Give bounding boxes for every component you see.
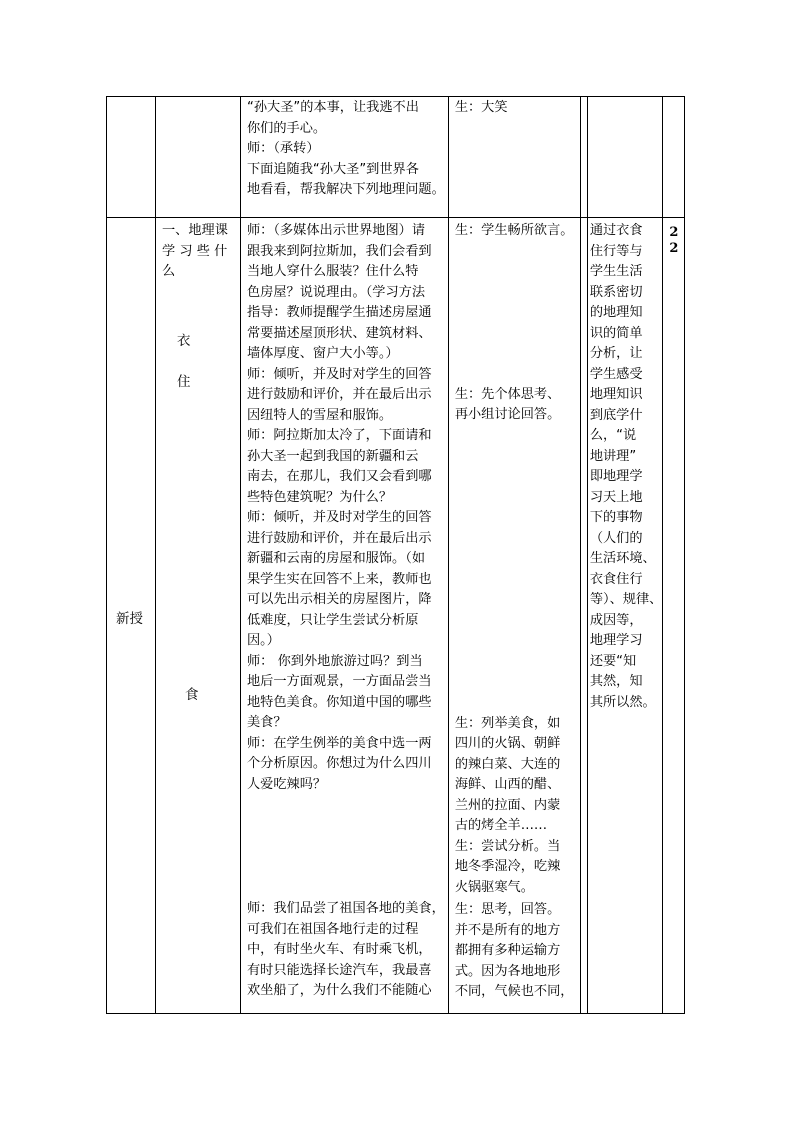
text-line: 生：学生畅所欲言。 [454, 223, 574, 238]
text-line: 美食？ [247, 715, 287, 730]
text-line: 生活环境、 [589, 551, 656, 566]
text-line: 新疆和云南的房屋和服饰。（如 [247, 551, 426, 566]
text-line: 四川的火锅、朝鲜 [454, 736, 561, 751]
text-line: 地冬季湿冷，吃辣 [454, 859, 561, 874]
student-activity-cell [448, 218, 580, 1014]
text-line: 进行鼓励和评价，并在最后出示 [247, 530, 432, 546]
topic-food: 食 [185, 687, 199, 703]
text-line: 生：尝试分析。当 [454, 838, 561, 854]
teacher-activity-cell [241, 97, 449, 218]
text-line: 进行鼓励和评价，并在最后出示 [247, 387, 432, 402]
text-line: 的辣白菜、大连的 [454, 756, 561, 772]
time-cell [663, 97, 685, 218]
text-line: 果学生实在回答不上来，教师也 [247, 571, 432, 587]
text-line: 地后一方面观景，一方面品尝当 [247, 674, 432, 689]
text-line: 识的简单 [589, 325, 643, 341]
text-line: 火锅驱寒气。 [454, 879, 534, 895]
student-activity-cell [448, 97, 580, 218]
text-line: 孙大圣一起到我国的新疆和云 [247, 448, 419, 464]
text-line: 到底学什 [589, 407, 643, 423]
text-line: 成因等， [589, 612, 643, 628]
design-intent-cell [587, 97, 663, 218]
text-line: 指导：教师提醒学生描述房屋通 [247, 305, 432, 320]
text-line: 再小组讨论回答。 [454, 407, 561, 422]
text-line: 通过衣食 [589, 223, 643, 238]
text-line: 式。因为各地地形 [454, 963, 561, 979]
text-line: 衣食住行 [589, 571, 643, 587]
topic-heading-line: 学 习 些 什 [162, 243, 228, 259]
text-line: 中，有时坐火车、有时乘飞机， [247, 942, 432, 957]
design-intent-cell [587, 218, 663, 1014]
text-line: 师：倾听，并及时对学生的回答 [247, 510, 432, 525]
text-line: 欢坐船了，为什么我们不能随心 [247, 983, 432, 998]
topic-heading-line: 一、地理课 [162, 223, 228, 238]
text-line: 下面追随我“孙大圣”到世界各 [247, 161, 419, 177]
text-line: 可我们在祖国各地行走的过程 [247, 921, 419, 937]
text-line: 常要描述屋顶形状、建筑材料、 [247, 325, 432, 341]
text-line: 生：列举美食，如 [454, 715, 561, 731]
text-line: 跟我来到阿拉斯加，我们会看到 [247, 243, 432, 259]
topic-heading-line: 么 [162, 264, 176, 279]
text-line: 师：（多媒体出示世界地图）请 [247, 223, 426, 238]
topic-cell [156, 218, 241, 1014]
text-line: 其然，知 [589, 674, 643, 689]
text-line: 学生感受 [589, 366, 643, 382]
text-line: 墙体厚度、窗户大小等。） [247, 346, 399, 361]
text-line: 兰州的拉面、内蒙 [454, 797, 561, 813]
text-line: 其所以然。 [589, 694, 656, 710]
text-line: 地理学习 [589, 633, 643, 648]
spacer-cell [580, 218, 587, 1014]
topic-clothing: 衣 [177, 333, 191, 349]
stage-label: 新授 [116, 611, 143, 627]
text-line: 些特色建筑呢？为什么？ [247, 489, 393, 505]
text-line: 学生生活 [589, 264, 643, 279]
time-cell [663, 218, 685, 1014]
text-line: 有时只能选择长途汽车，我最喜 [247, 962, 432, 978]
text-line: 住行等与 [589, 243, 643, 259]
text-line: 生：先个体思考、 [454, 386, 561, 402]
text-line: 地看看，帮我解决下列地理问题。 [247, 182, 445, 197]
text-line: 因。） [247, 633, 280, 648]
minutes-digit: 2 [669, 225, 679, 240]
text-line: 等）、规律、 [589, 592, 663, 607]
text-line: 还要“知 [589, 653, 637, 669]
text-line: 色房屋？说说理由。（学习方法 [247, 284, 426, 300]
minutes-digit: 2 [669, 241, 679, 256]
text-line: 生：大笑 [454, 100, 508, 115]
text-line: 师：阿拉斯加太冷了，下面请和 [247, 428, 432, 443]
text-line: 师：（承转） [247, 141, 320, 156]
text-line: 因纽特人的雪屋和服饰。 [247, 407, 393, 423]
text-line: （人们的 [589, 530, 643, 546]
text-line: 南去，在那儿，我们又会看到哪 [247, 469, 432, 484]
stage-cell [107, 97, 156, 218]
spacer-cell [580, 97, 587, 218]
text-line: 古的烤全羊…… [454, 818, 548, 833]
text-line: 不同，气候也不同， [454, 984, 574, 999]
text-line: 低难度，只让学生尝试分析原 [247, 612, 419, 628]
text-line: 人爱吃辣吗？ [247, 776, 327, 792]
text-line: 下的事物 [589, 510, 643, 525]
topic-cell [156, 97, 241, 218]
table-row [107, 97, 685, 218]
lesson-plan-table [106, 96, 685, 1014]
text-line: 个分析原因。你想过为什么四川 [247, 756, 432, 771]
table-row [107, 218, 685, 1014]
text-line: 分析，让 [589, 346, 643, 361]
text-line: 海鲜、山西的醋、 [454, 777, 561, 792]
text-line: 地理知识 [589, 387, 643, 402]
text-line: 可以先出示相关的房屋图片，降 [247, 592, 432, 607]
text-line: 么，“说 [589, 428, 637, 443]
text-line: 师：在学生例举的美食中选一两 [247, 735, 432, 751]
text-line: 地特色美食。你知道中国的哪些 [247, 694, 432, 710]
text-line: 并不是所有的地方 [454, 922, 561, 938]
text-line: 师：我们品尝了祖国各地的美食， [247, 901, 445, 916]
text-line: 地讲理” [589, 448, 637, 464]
text-line: “孙大圣”的本事，让我逃不出 [247, 100, 419, 115]
text-line: 联系密切 [589, 284, 643, 300]
text-line: 当地人穿什么服装？住什么特 [247, 264, 419, 279]
text-line: 习天上地 [589, 489, 643, 505]
text-line: 的地理知 [589, 305, 643, 320]
text-line: 都拥有多种运输方 [454, 943, 561, 958]
teacher-activity-cell [241, 218, 449, 1014]
text-line: 师： 你到外地旅游过吗？到当 [247, 653, 423, 669]
text-line: 你们的手心。 [247, 120, 327, 136]
text-line: 即地理学 [589, 469, 643, 484]
text-line: 师：倾听，并及时对学生的回答 [247, 366, 432, 382]
text-line: 生：思考，回答。 [454, 902, 561, 917]
topic-housing: 住 [177, 374, 191, 390]
